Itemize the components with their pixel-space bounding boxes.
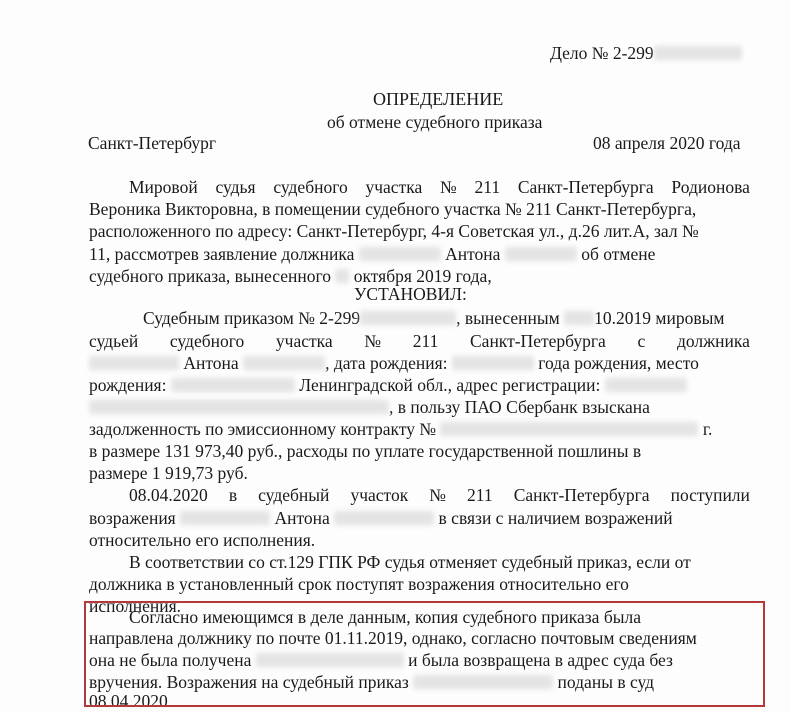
intro-line-2: Вероника Викторовна, в помещении судебного участка № 211 Санкт-Петербурга, — [89, 199, 697, 219]
p1-line-7: в размере 131 973,40 руб., расходы по уплате государственной пошлины в — [89, 441, 642, 461]
redaction — [335, 268, 349, 284]
intro-line-4: 11, рассмотрев заявление должника Антона об отмене — [89, 244, 656, 264]
p1-line-8: размере 1 919,73 руб. — [89, 463, 248, 483]
p1-line-6: задолженность по эмиссионному контракту № г. — [89, 419, 713, 439]
redaction — [564, 310, 594, 326]
document-title: ОПРЕДЕЛЕНИЕ — [373, 89, 504, 109]
redaction — [440, 421, 698, 437]
redaction — [654, 45, 742, 61]
p2-line-1: 08.04.2020 в судебный участок № 211 Санкт-Петербурга поступили — [129, 485, 750, 505]
p2-line-2: возражения Антона в связи с наличием возражений — [89, 508, 673, 528]
document-date: 08 апреля 2020 года — [593, 133, 741, 153]
p2-line-3: относительно его исполнения. — [89, 530, 316, 550]
redaction — [89, 355, 179, 371]
p1-line-3: Антона , дата рождения: года рождения, место — [89, 352, 699, 374]
p3-line-3: исполнения. — [89, 596, 182, 616]
city: Санкт-Петербург — [88, 133, 217, 153]
redaction — [605, 377, 687, 393]
p3-line-1: В соответствии со ст.129 ГПК РФ судья отменяет судебный приказ, если от — [129, 552, 691, 572]
case-number-label: Дело № 2-299 — [550, 43, 654, 63]
intro-line-5: судебного приказа, вынесенного октября 2019 года, — [89, 266, 492, 286]
p4-line-3: она не была получена и была возвращена в адрес суда без — [89, 650, 673, 670]
p4-line-5: 08.04.2020. — [89, 691, 173, 711]
redaction — [452, 355, 534, 371]
redaction — [360, 310, 456, 326]
p1-line-5: , в пользу ПАО Сбербанк взыскана — [89, 396, 650, 418]
p4-line-1: Согласно имеющимся в деле данным, копия судебного приказа была — [129, 607, 641, 627]
redaction — [180, 510, 270, 526]
intro-line-3: расположенного по адресу: Санкт-Петербург, 4-я Советская ул., д.26 лит.А, зал № — [89, 221, 699, 241]
intro-line-1: Мировой судья судебного участка № 211 Санкт-Петербурга Родионова — [129, 177, 750, 197]
case-number — [550, 42, 742, 64]
redaction — [243, 355, 325, 371]
p3-line-2: должника в установленный срок поступят возражения относительно его — [89, 574, 629, 594]
document-subtitle: об отмене судебного приказа — [327, 112, 543, 132]
p1-line-2: судьей судебного участка № 211 Санкт-Петербурга с должника — [89, 331, 750, 351]
redaction — [505, 246, 577, 262]
highlight-frame — [84, 601, 765, 707]
established-heading: УСТАНОВИЛ: — [354, 284, 467, 304]
redaction — [89, 399, 389, 415]
p4-line-2: направлена должнику по почте 01.11.2019, однако, согласно почтовым сведениям — [89, 628, 697, 648]
p4-line-4: вручения. Возражения на судебный приказ поданы в суд — [89, 672, 655, 692]
redaction — [359, 246, 441, 262]
p1-line-4: рождения: Ленинградской обл., адрес регистрации: — [89, 374, 687, 396]
redaction — [171, 377, 295, 393]
redaction — [334, 510, 434, 526]
p1-line-1: Судебным приказом № 2-299 , вынесенным 10.2019 мировым — [143, 308, 725, 328]
